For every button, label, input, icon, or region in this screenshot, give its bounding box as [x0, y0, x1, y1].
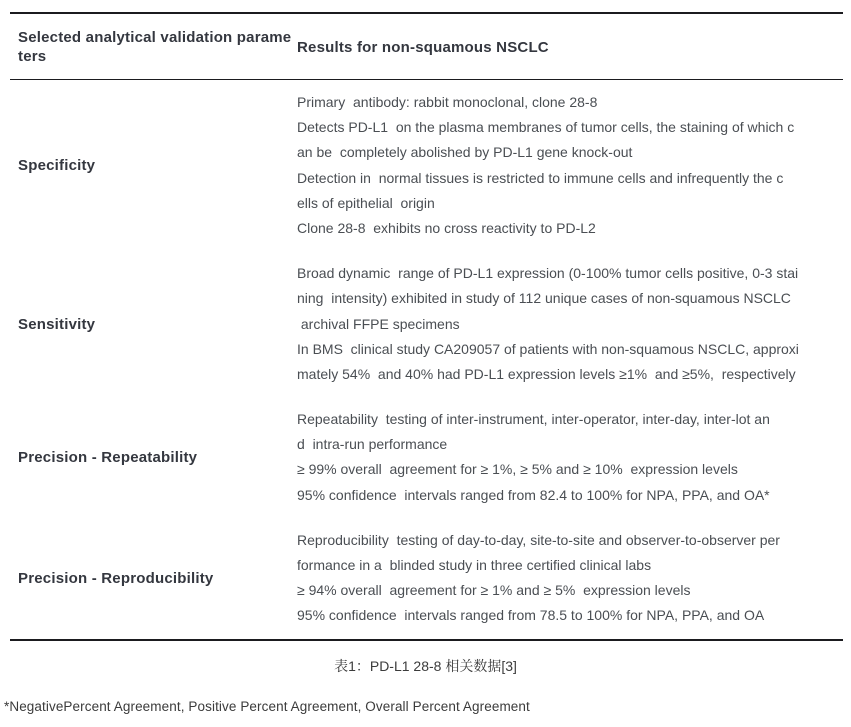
- table-row-specificity: [10, 80, 843, 251]
- row-content: [297, 528, 843, 629]
- row-label: Precision - Reproducibility: [18, 569, 214, 587]
- table-row-precision-repeatability: [10, 397, 843, 518]
- cell-line: ≥ 99% overall agreement for ≥ 1%, ≥ 5% and ≥ 10% expression levels: [297, 461, 738, 478]
- validation-table: [10, 12, 843, 641]
- cell-line: ells of epithelial origin: [297, 194, 435, 211]
- cell-line: In BMS clinical study CA209057 of patients with non-squamous NSCLC, approxi: [297, 340, 799, 357]
- table-row-precision-reproducibility: [10, 518, 843, 639]
- cell-line: formance in a blinded study in three certified clinical labs: [297, 557, 652, 573]
- cell-line: Primary antibody: rabbit monoclonal, clone 28-8: [297, 94, 598, 110]
- cell-line: d intra-run performance: [297, 436, 448, 453]
- row-label: Precision - Repeatability: [18, 448, 198, 466]
- cell-line: Reproducibility testing of day-to-day, site-to-site and observer-to-observer per: [297, 531, 780, 548]
- cell-line: archival FFPE specimens: [297, 315, 460, 332]
- row-content: [297, 90, 843, 241]
- cell-line: 95% confidence intervals ranged from 78.5 to 100% for NPA, PPA, and OA: [297, 607, 765, 624]
- header-parameters-line: ters: [18, 48, 47, 65]
- cell-line: an be completely abolished by PD-L1 gene knock-out: [297, 144, 633, 161]
- table-row-sensitivity: [10, 251, 843, 397]
- cell-line: Broad dynamic range of PD-L1 expression (0-100% tumor cells positive, 0-3 stai: [297, 265, 799, 282]
- table-header-row: [10, 14, 843, 80]
- cell-line: Detection in normal tissues is restricted to immune cells and infrequently the c: [297, 169, 784, 186]
- table-caption: 表1：PD-L1 28-8 相关数据[3]: [334, 657, 517, 674]
- footnote: *NegativePercent Agreement, Positive Percent Agreement, Overall Percent Agreement: [4, 698, 530, 714]
- header-parameters-column: [10, 28, 297, 66]
- cell-line: mately 54% and 40% had PD-L1 expression levels ≥1% and ≥5%, respectively: [297, 365, 796, 382]
- row-content: [297, 261, 843, 387]
- cell-line: Clone 28-8 exhibits no cross reactivity to PD-L2: [297, 219, 596, 236]
- cell-line: 95% confidence intervals ranged from 82.4 to 100% for NPA, PPA, and OA*: [297, 486, 770, 503]
- header-parameters-line: Selected analytical validation parame: [18, 29, 292, 46]
- cell-line: ≥ 94% overall agreement for ≥ 1% and ≥ 5% expression levels: [297, 582, 691, 599]
- row-content: [297, 407, 843, 508]
- row-label: Sensitivity: [18, 315, 96, 333]
- cell-line: Repeatability testing of inter-instrument, inter-operator, inter-day, inter-lot an: [297, 411, 770, 428]
- cell-line: Detects PD-L1 on the plasma membranes of tumor cells, the staining of which c: [297, 119, 795, 136]
- cell-line: ning intensity) exhibited in study of 112 unique cases of non-squamous NSCLC: [297, 290, 791, 307]
- row-label: Specificity: [18, 157, 96, 175]
- header-results-column: Results for non-squamous NSCLC: [297, 38, 549, 56]
